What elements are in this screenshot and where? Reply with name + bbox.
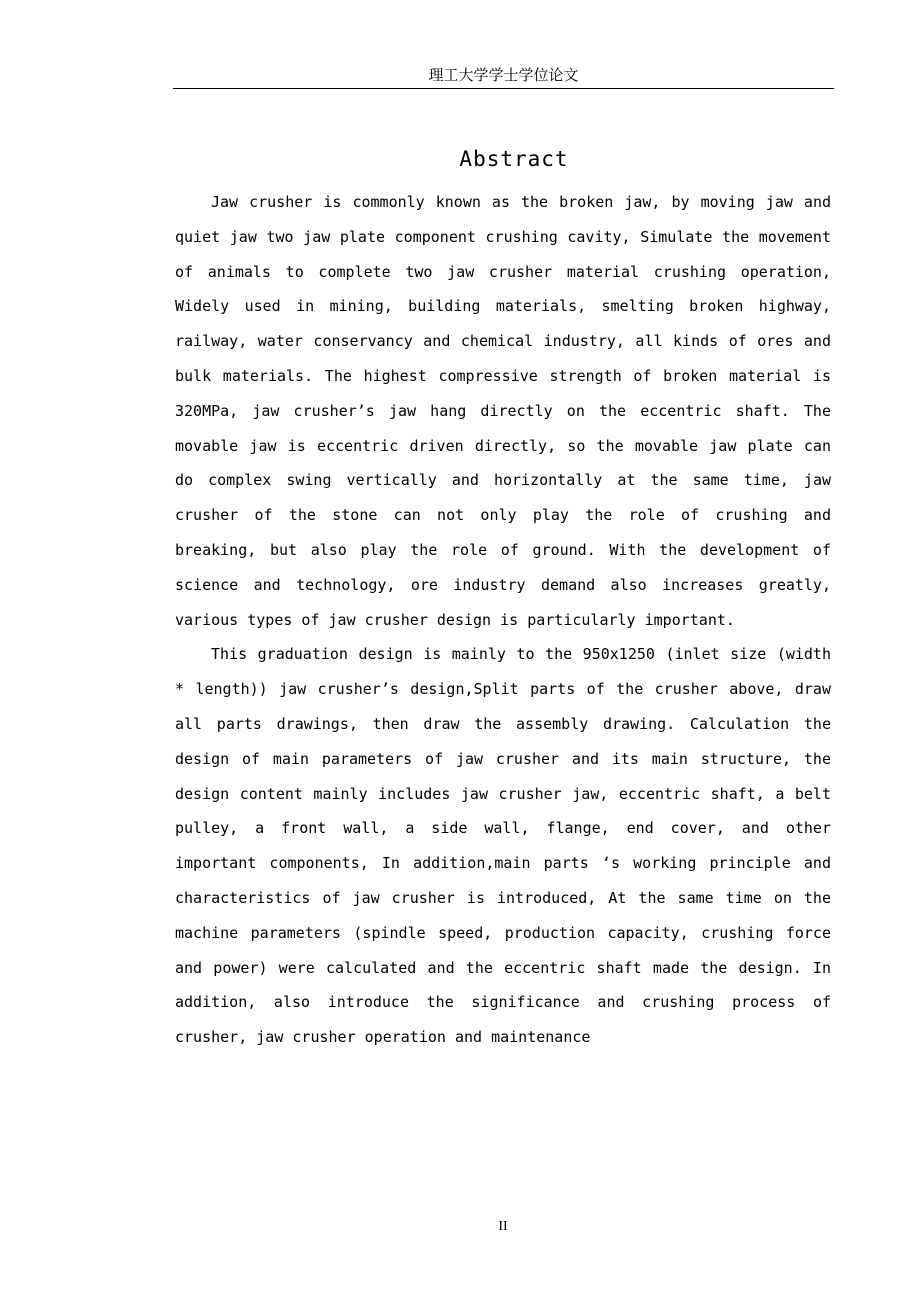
page-number: II xyxy=(498,1219,508,1234)
running-header: 理工大学学士学位论文 xyxy=(428,66,579,84)
abstract-paragraph-1: Jaw crusher is commonly known as the broken jaw, by moving jaw and quiet jaw two jaw plate component crushing cavity, Simulate the movement of animals to complete two jaw crusher material crushing operation, Widely used in mining, building materials, smelting broken highway, railway, water conservancy and chemical industry, all kinds of ores and bulk materials. The highest compressive strength of broken material is 320MPa, jaw crusher’s jaw hang directly on the eccentric shaft. The movable jaw is eccentric driven directly, so the movable jaw plate can do complex swing vertically and horizontally at the same time, jaw crusher of the stone can not only play the role of crushing and breaking, but also play the role of ground. With the development of science and technology, ore industry demand also increases greatly, various types of jaw crusher design is particularly important. xyxy=(175,193,831,629)
header-rule xyxy=(173,88,834,89)
abstract-paragraph-2: This graduation design is mainly to the 950x1250 (inlet size (width * length)) jaw crusher’s design,Split parts of the crusher above, draw all parts drawings, then draw the assembly drawing. Calculation the design of main parameters of jaw crusher and its main structure, the design content mainly includes jaw crusher jaw, eccentric shaft, a belt pulley, a front wall, a side wall, flange, end cover, and other important components, In addition,main parts ‘s working principle and characteristics of jaw crusher is introduced, At the same time on the machine parameters (spindle speed, production capacity, crushing force and power) were calculated and the eccentric shaft made the design. In addition, also introduce the significance and crushing process of crusher, jaw crusher operation and maintenance xyxy=(175,645,831,1047)
section-title: Abstract xyxy=(459,147,569,171)
abstract-body xyxy=(175,185,831,1055)
